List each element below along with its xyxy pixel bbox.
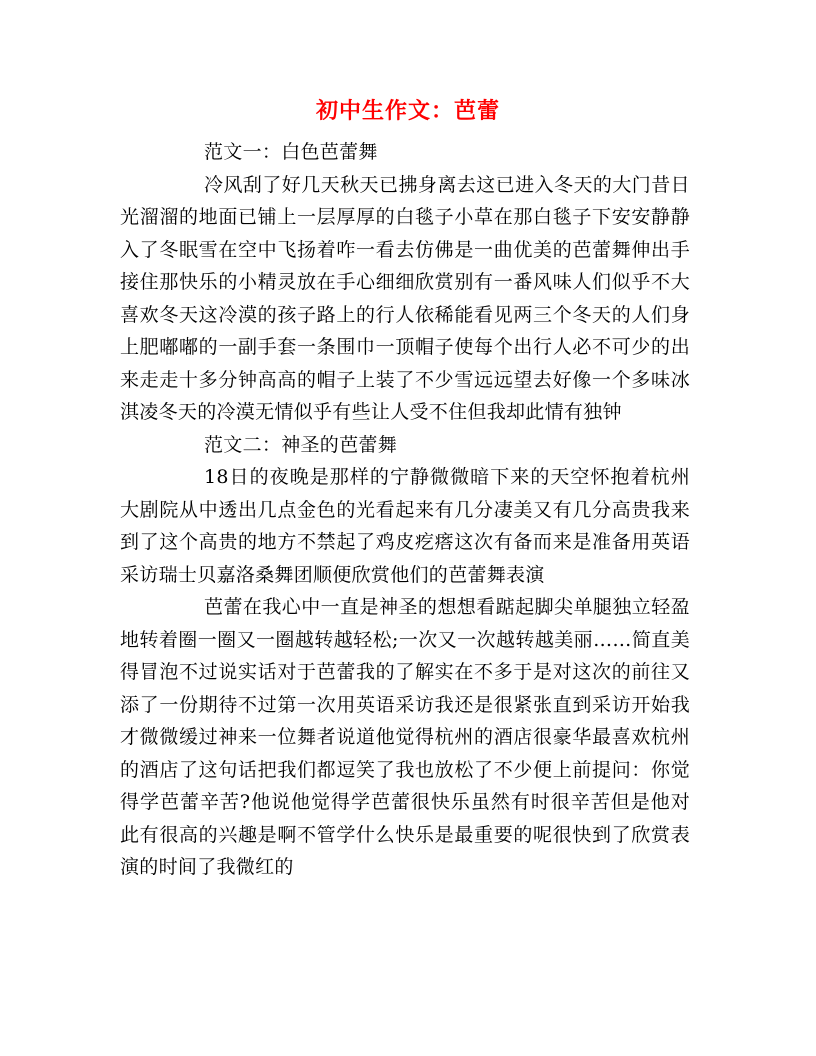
paragraph: 芭蕾在我心中一直是神圣的想想看踮起脚尖单腿独立轻盈地转着圈一圈又一圈越转越轻松;一次又一次越转越美丽……简直美得冒泡不过说实话对于芭蕾我的了解实在不多于是对这次的前往又添了一份期待不过第一次用英语采访我还是很紧张直到采访开始我才微微缓过神来一位舞者说道他觉得杭州的酒店很豪华最喜欢杭州的酒店了这句话把我们都逗笑了我也放松了不少便上前提问：你觉得学芭蕾辛苦?他说他觉得学芭蕾很快乐虽然有时很辛苦但是他对此有很高的兴趣是啊不管学什么快乐是最重要的呢很快到了欣赏表演的时间了我微红的 xyxy=(120,596,690,878)
paragraph: 冷风刮了好几天秋天已拂身离去这已进入冬天的大门昔日光溜溜的地面已铺上一层厚厚的白毯子小草在那白毯子下安安静静入了冬眠雪在空中飞扬着咋一看去仿佛是一曲优美的芭蕾舞伸出手接住那快乐的小精灵放在手心细细欣赏别有一番风味人们似乎不大喜欢冬天这冷漠的孩子路上的行人依稀能看见两三个冬天的人们身上肥嘟嘟的一副手套一条围巾一顶帽子使每个出行人必不可少的出来走走十多分钟高高的帽子上装了不少雪远远望去好像一个多味冰淇凌冬天的冷漠无情似乎有些让人受不住但我却此情有独钟 xyxy=(120,173,690,423)
section-heading-2: 范文二：神圣的芭蕾舞 xyxy=(204,433,398,456)
document-title: 初中生作文：芭蕾 xyxy=(315,98,500,124)
section-heading-1: 范文一：白色芭蕾舞 xyxy=(204,141,378,163)
document-body xyxy=(120,136,690,884)
paragraph: 18日的夜晚是那样的宁静微微暗下来的天空怀抱着杭州大剧院从中透出几点金色的光看起来有几分凄美又有几分高贵我来到了这个高贵的地方不禁起了鸡皮疙瘩这次有备而来是准备用英语采访瑞士贝嘉洛桑舞团顺便欣赏他们的芭蕾舞表演 xyxy=(120,466,690,586)
